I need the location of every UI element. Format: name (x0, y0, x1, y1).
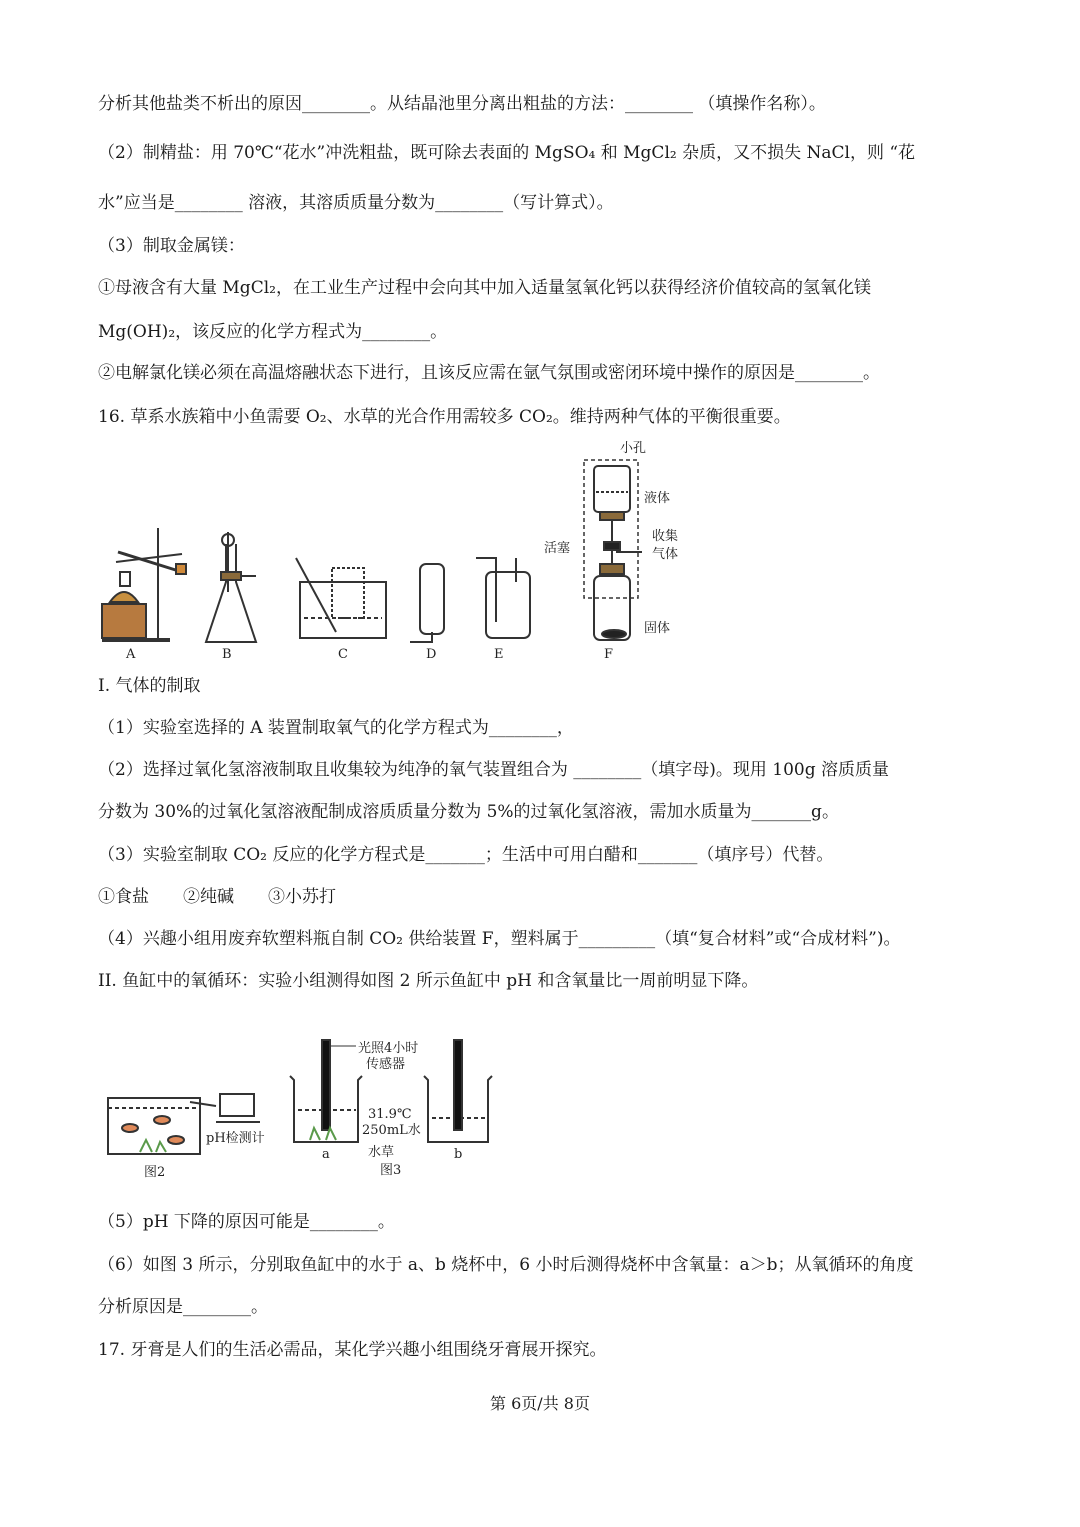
label-liquid: 液体 (644, 491, 671, 506)
line-18: （6）如图 3 所示，分别取鱼缸中的水于 a、b 烧杯中，6 小时后测得烧杯中含氧量：a＞b；从氧循环的角度 (98, 1255, 914, 1275)
label-b: B (222, 647, 232, 662)
label-ph-meter: pH检测计 (206, 1131, 265, 1146)
line-2: （2）制精盐：用 70℃“花水”冲洗粗盐，既可除去表面的 MgSO₄ 和 MgCl₂ 杂质，又不损失 NaCl，则 “花 (98, 143, 916, 163)
line-13: （3）实验室制取 CO₂ 反应的化学方程式是_______；生活中可用白醋和_______（填序号）代替。 (98, 845, 834, 865)
apparatus-f (584, 460, 642, 640)
figure-2-3 (100, 1032, 500, 1182)
apparatus-a (102, 528, 186, 640)
label-a-beaker: a (322, 1147, 330, 1162)
line-11: （2）选择过氧化氢溶液制取且收集较为纯净的氧气装置组合为 ________（填字母)。现用 100g 溶质质量 (98, 760, 889, 780)
line-3: 水”应当是________ 溶液，其溶质质量分数为________（写计算式）。 (98, 193, 614, 213)
line-8: 16. 草系水族箱中小鱼需要 O₂、水草的光合作用需较多 CO₂。维持两种气体的平衡很重要。 (98, 407, 791, 427)
label-stopcock: 活塞 (544, 541, 571, 556)
line-14: ①食盐 ②纯碱 ③小苏打 (98, 887, 336, 907)
label-temp: 31.9℃ (368, 1107, 412, 1122)
label-e: E (494, 647, 504, 662)
line-1: 分析其他盐类不析出的原因________。从结晶池里分离出粗盐的方法：________ （填操作名称）。 (98, 94, 826, 114)
label-collect-1: 收集 (652, 529, 679, 544)
apparatus-d (410, 564, 444, 642)
apparatus-figure (96, 432, 716, 664)
label-volume: 250mL水 (362, 1123, 421, 1138)
line-9: I. 气体的制取 (98, 676, 201, 696)
line-20: 17. 牙膏是人们的生活必需品，某化学兴趣小组围绕牙膏展开探究。 (98, 1340, 607, 1360)
line-15: （4）兴趣小组用废弃软塑料瓶自制 CO₂ 供给装置 F，塑料属于_________（填“复合材料”或“合成材料”)。 (98, 929, 901, 949)
apparatus-e (476, 558, 530, 638)
label-d: D (426, 647, 437, 662)
line-6: Mg(OH)₂，该反应的化学方程式为________。 (98, 322, 448, 342)
label-fig2: 图2 (144, 1165, 166, 1180)
line-17: （5）pH 下降的原因可能是________。 (98, 1212, 395, 1232)
label-a: A (126, 647, 136, 662)
line-10: （1）实验室选择的 A 装置制取氧气的化学方程式为________， (98, 718, 574, 738)
label-fig3: 图3 (380, 1163, 402, 1178)
label-f: F (604, 647, 614, 662)
beaker-a (290, 1040, 362, 1142)
line-7: ②电解氯化镁必须在高温熔融状态下进行，且该反应需在氩气氛围或密闭环境中操作的原因是________。 (98, 363, 880, 383)
line-12: 分数为 30%的过氧化氢溶液配制成溶质质量分数为 5%的过氧化氢溶液，需加水质量为_______g。 (98, 802, 839, 822)
line-4: （3）制取金属镁： (98, 236, 245, 256)
beaker-b (424, 1040, 492, 1142)
page-footer: 第 6页/共 8页 (490, 1394, 590, 1413)
label-plant: 水草 (368, 1145, 395, 1160)
label-hole: 小孔 (620, 441, 647, 456)
line-16: II. 鱼缸中的氧循环：实验小组测得如图 2 所示鱼缸中 pH 和含氧量比一周前明显下降。 (98, 971, 759, 991)
apparatus-c (296, 558, 386, 638)
label-collect-2: 气体 (652, 547, 679, 562)
label-sensor: 传感器 (366, 1057, 406, 1072)
label-solid: 固体 (644, 621, 671, 636)
label-c: C (338, 647, 348, 662)
line-5: ①母液含有大量 MgCl₂，在工业生产过程中会向其中加入适量氢氧化钙以获得经济价值较高的氢氧化镁 (98, 278, 871, 298)
label-b-beaker: b (454, 1147, 463, 1162)
label-light: 光照4小时 (358, 1041, 419, 1056)
apparatus-b (206, 532, 256, 642)
line-19: 分析原因是________。 (98, 1297, 268, 1317)
